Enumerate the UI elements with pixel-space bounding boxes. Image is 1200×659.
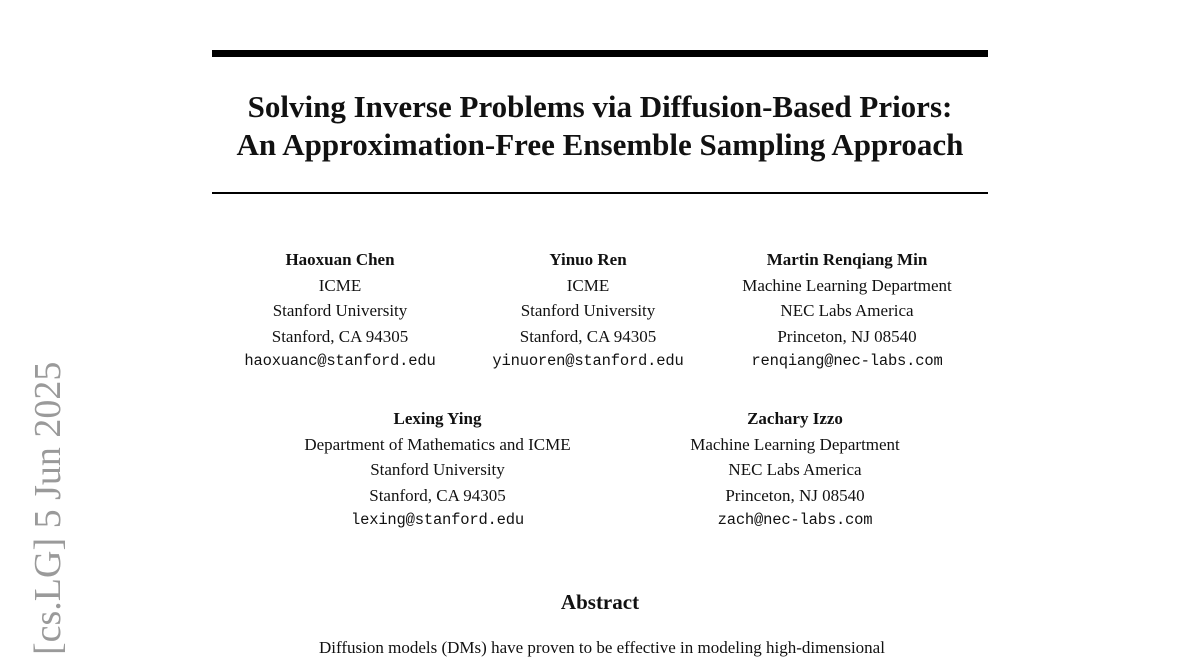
abstract-text: Diffusion models (DMs) have proven to be effective in modeling high-dimensional [319, 638, 885, 657]
abstract-heading: Abstract [560, 590, 640, 614]
title-line-1: Solving Inverse Problems via Diffusion-Based Priors: [247, 89, 953, 124]
author-institution: NEC Labs America [780, 301, 914, 320]
author-email: yinuoren@stanford.edu [492, 352, 684, 370]
author-institution: NEC Labs America [728, 460, 862, 479]
author-name: Martin Renqiang Min [766, 250, 928, 269]
author-location: Princeton, NJ 08540 [777, 326, 917, 346]
title-top-rule [212, 50, 988, 57]
author-institution: Stanford University [520, 301, 656, 320]
author-location: Princeton, NJ 08540 [725, 485, 865, 505]
author-location: Stanford, CA 94305 [519, 326, 657, 346]
arxiv-side-stamp: [cs.LG] 5 Jun 2025 [27, 361, 69, 655]
author-name: Lexing Ying [393, 409, 482, 428]
author-block [468, 247, 708, 375]
author-block [716, 247, 978, 375]
author-department: Machine Learning Department [690, 434, 900, 454]
author-location: Stanford, CA 94305 [271, 326, 409, 346]
author-email: lexing@stanford.edu [351, 511, 524, 529]
author-name: Yinuo Ren [549, 250, 627, 269]
author-email: zach@nec-labs.com [717, 511, 873, 529]
paper-title [212, 88, 988, 164]
author-department: ICME [318, 275, 362, 295]
title-line-2: An Approximation-Free Ensemble Sampling Approach [236, 127, 964, 162]
author-block [655, 406, 935, 534]
author-location: Stanford, CA 94305 [369, 485, 506, 505]
author-block [270, 406, 605, 534]
author-email: haoxuanc@stanford.edu [244, 352, 436, 370]
author-block [220, 247, 460, 375]
author-email: renqiang@nec-labs.com [751, 352, 943, 370]
author-department: Machine Learning Department [742, 275, 952, 295]
author-department: ICME [566, 275, 610, 295]
author-department: Department of Mathematics and ICME [304, 434, 571, 454]
title-bottom-rule [212, 192, 988, 194]
author-institution: Stanford University [370, 460, 505, 479]
author-institution: Stanford University [272, 301, 408, 320]
author-name: Haoxuan Chen [285, 250, 395, 269]
author-name: Zachary Izzo [747, 409, 843, 428]
